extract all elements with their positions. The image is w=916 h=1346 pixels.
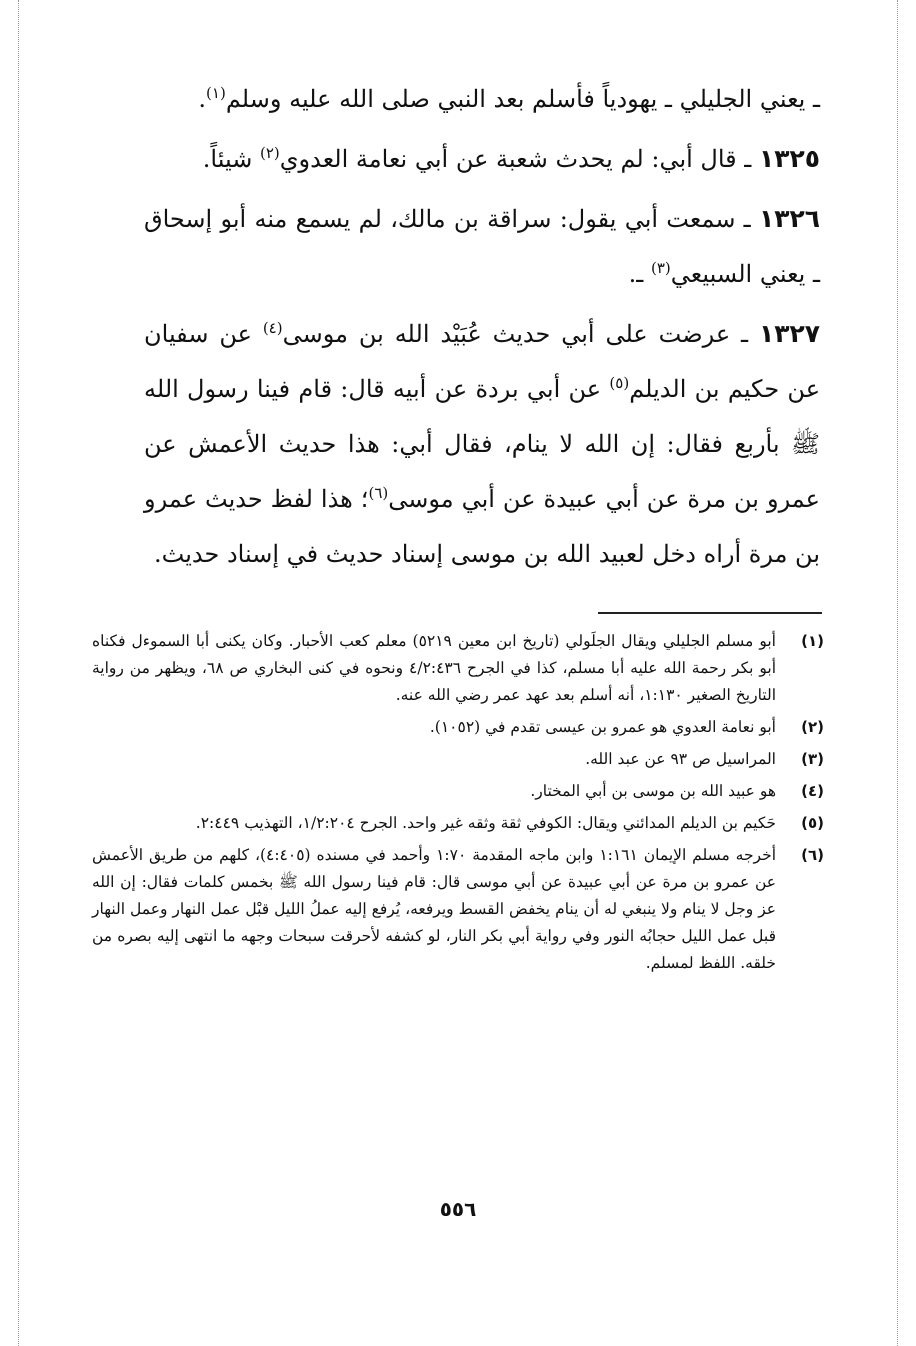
- footnote-text: أبو مسلم الجليلي ويقال الجلَولي (تاريخ ابن معين ٥٢١٩) معلم كعب الأحبار. وكان يكنى أبا السموءل فكناه أبو بكر رحمة الله عليه أبا مسلم، كذا في الجرح ٤/٢:٤٣٦ ونحوه في كنى البخاري ص ٦٨، ويظهر من رواية التاريخ الصغير ١:١٣٠، أنه أسلم بعد عهد عمر رضي الله عنه.: [92, 632, 776, 704]
- footnote-marker: (٤): [801, 782, 824, 800]
- entry-1327-text-c: عن أبي بردة عن أبيه قال: قام فينا رسول الله ﷺ بأربع فقال: إن الله لا ينام، فقال أبي: هذا حديث الأعمش عن عمرو بن مرة عن أبي عبيدة عن أبي موسى: [144, 375, 821, 513]
- main-text: [144, 72, 820, 582]
- entry-1326-text-a: ـ سمعت أبي يقول: سراقة بن مالك، لم يسمع منه أبو إسحاق ـ يعني السبيعي: [144, 205, 820, 288]
- footnote-item: [92, 746, 824, 773]
- footnote-text: المراسيل ص ٩٣ عن عبد الله.: [585, 750, 776, 768]
- footnote-ref-6: (٦): [368, 484, 389, 502]
- footnote-ref-1: (١): [206, 84, 226, 102]
- footnote-marker: (١): [801, 632, 824, 650]
- footnote-text: هو عبيد الله بن موسى بن أبي المختار.: [530, 782, 776, 800]
- intro-end: .: [198, 85, 207, 113]
- right-margin-dotted-line: [897, 0, 898, 1346]
- footnote-ref-4: (٤): [262, 319, 283, 337]
- entry-number-1326: ١٣٢٦: [758, 204, 820, 233]
- entry-1325-text-b: شيئاً.: [202, 145, 260, 173]
- footnote-ref-5: (٥): [609, 374, 630, 392]
- paragraph-intro: [144, 72, 820, 127]
- footnote-item: [92, 628, 824, 709]
- footnote-marker: (٥): [801, 814, 824, 832]
- paragraph-1326: [144, 191, 820, 302]
- entry-1327-text-a: ـ عرضت على أبي حديث عُبَيْد الله بن موسى: [282, 320, 759, 348]
- intro-text: ـ يعني الجليلي ـ يهودياً فأسلم بعد النبي صلى الله عليه وسلم: [225, 85, 820, 113]
- paragraph-1327: [144, 306, 820, 582]
- footnote-item: [92, 778, 824, 805]
- footnote-item: [92, 842, 824, 977]
- entry-number-1327: ١٣٢٧: [758, 319, 821, 348]
- footnote-marker: (٦): [801, 846, 824, 864]
- footnote-marker: (٣): [801, 750, 824, 768]
- left-margin-dotted-line: [18, 0, 19, 1346]
- footnote-text: حَكيم بن الديلم المدائني ويقال: الكوفي ثقة وثقه غير واحد. الجرح ١/٢:٢٠٤، التهذيب ٢:٤٤٩.: [195, 814, 776, 832]
- paragraph-1325: [144, 131, 820, 187]
- footnote-item: [92, 714, 824, 741]
- page-number: ٥٥٦: [439, 1197, 477, 1221]
- footnote-text: أخرجه مسلم الإيمان ١:١٦١ وابن ماجه المقدمة ١:٧٠ وأحمد في مسنده (٤:٤٠٥)، كلهم من طريق الأعمش عن عمرو بن مرة عن أبي عبيدة عن أبي موسى قال: قام فينا رسول الله ﷺ بخمس كلمات فقال: إن الله عز وجل لا ينام ولا ينبغي له أن ينام يخفض القسط ويرفعه، يُرفع إليه عملُ الليل قبْل عمل النهار وعمل النهار قبل عمل الليل حجابُه النور وفي رواية أبي بكر النار، لو كشفه لأحرقت سبحات وجهه ما انتهى إليه بصره من خلقه. اللفظ لمسلم.: [92, 846, 777, 972]
- entry-number-1325: ١٣٢٥: [758, 144, 820, 173]
- footnote-ref-3: (٣): [650, 259, 671, 277]
- entry-1327-text-d: ؛ هذا لفظ حديث عمرو بن مرة أراه دخل لعبيد الله بن موسى إسناد حديث في إسناد حديث.: [144, 485, 820, 568]
- entry-1326-text-b: ـ.: [628, 260, 651, 288]
- footnote-ref-2: (٢): [259, 144, 280, 162]
- footnotes: [92, 628, 824, 982]
- footnote-text: أبو نعامة العدوي هو عمرو بن عيسى تقدم في (١٠٥٢).: [429, 718, 776, 736]
- footnote-item: [92, 810, 824, 837]
- entry-1325-text-a: ـ قال أبي: لم يحدث شعبة عن أبي نعامة العدوي: [279, 145, 759, 173]
- entry-1327-text-b: عن سفيان عن حكيم بن الديلم: [144, 320, 821, 403]
- footnote-separator-rule: [598, 612, 822, 614]
- footnote-marker: (٢): [801, 718, 824, 736]
